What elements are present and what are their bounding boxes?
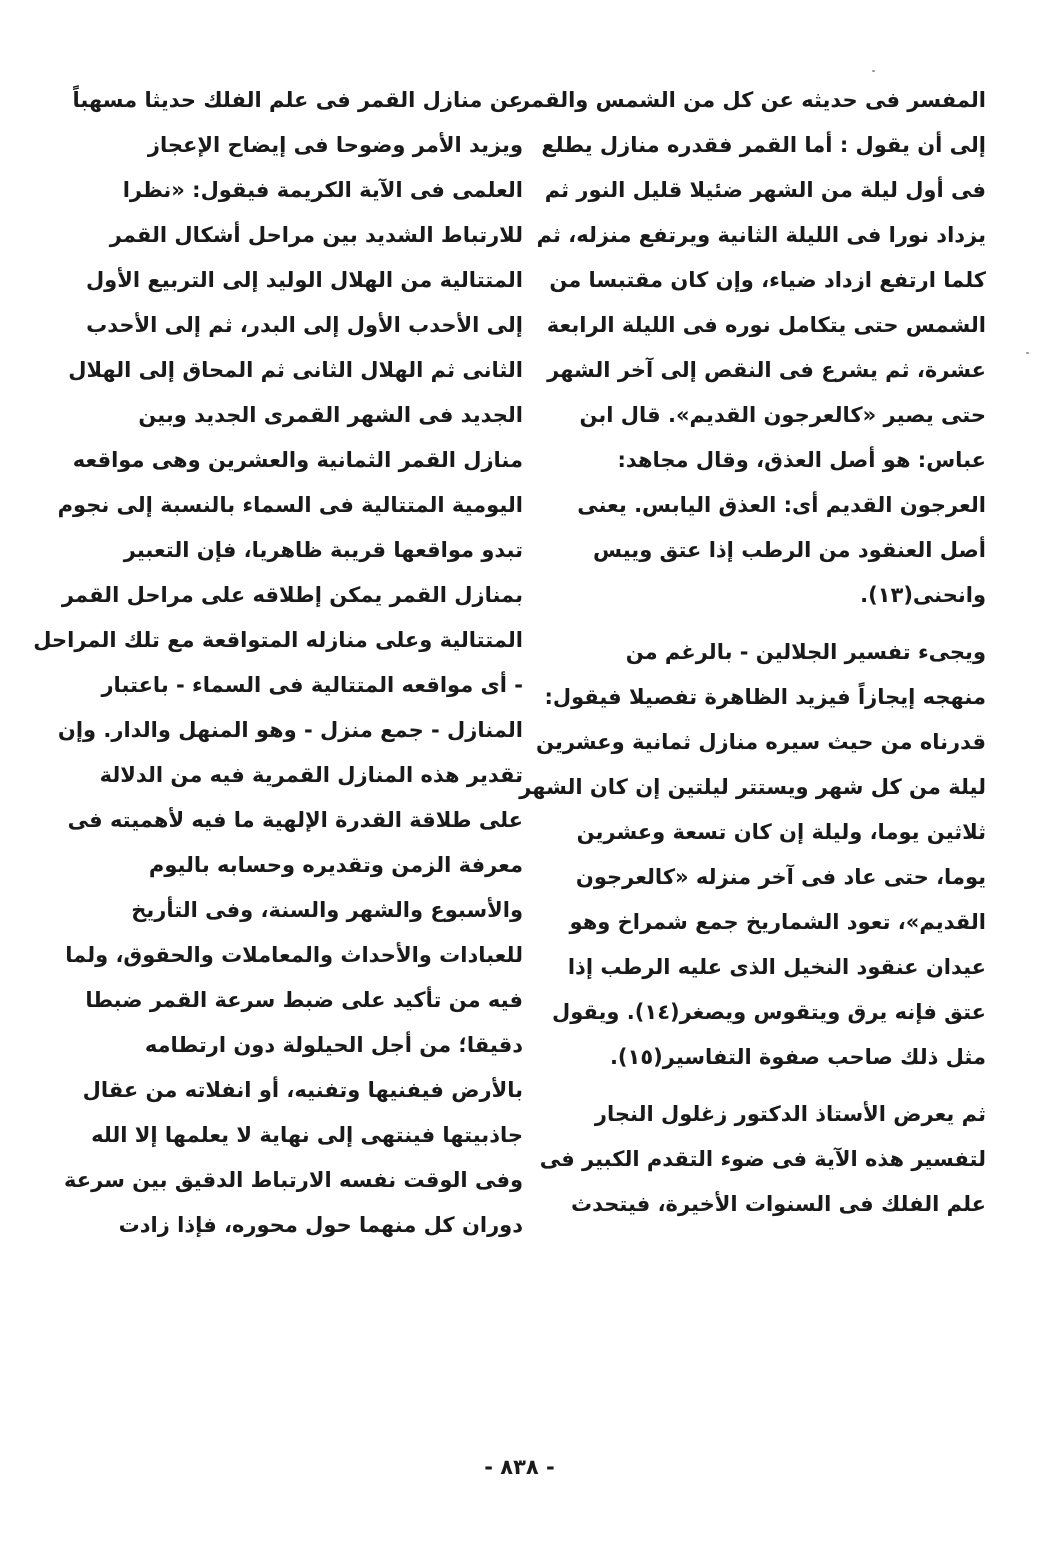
text-line: فيه من تأكيد على ضبط سرعة القمر ضبطا [85, 988, 523, 1012]
paragraph [539, 1092, 986, 1227]
text-line: إلى أن يقول : أما القمر فقدره منازل يطلع [541, 133, 986, 157]
text-line: قدرناه من حيث سيره منازل ثمانية وعشرين [536, 730, 986, 754]
text-line: جاذبيتها فينتهى إلى نهاية لا يعلمها إلا الله [91, 1123, 523, 1147]
paragraph-gap [568, 618, 986, 630]
page-number: - ٨٣٨ - [484, 1455, 555, 1479]
text-line: الشمس حتى يتكامل نوره فى الليلة الرابعة [546, 313, 986, 337]
paragraph [519, 630, 986, 1080]
text-line: والأسبوع والشهر والسنة، وفى التأريخ [131, 898, 523, 922]
text-line: المتتالية وعلى منازله المتواقعة مع تلك المراحل [33, 628, 523, 652]
text-line: على طلاقة القدرة الإلهية ما فيه لأهميته فى [67, 808, 523, 832]
paragraph-gap [568, 1080, 986, 1092]
text-line: دوران كل منهما حول محوره، فإذا زادت [118, 1213, 523, 1237]
text-line: ثم يعرض الأستاذ الدكتور زغلول النجار [594, 1102, 986, 1126]
text-line: اليومية المتتالية فى السماء بالنسبة إلى نجوم [57, 493, 523, 517]
text-line: مثل ذلك صاحب صفوة التفاسير(١٥). [609, 1045, 986, 1069]
text-line: للارتباط الشديد بين مراحل أشكال القمر [109, 223, 523, 247]
text-line: منازل القمر الثمانية والعشرين وهى مواقعه [72, 448, 523, 472]
text-line: المفسر فى حديثه عن كل من الشمس والقمر [517, 88, 986, 112]
paragraph [33, 78, 523, 1248]
scan-speck [872, 70, 875, 72]
text-line: وانحنى(١٣). [860, 583, 986, 607]
text-line: الثانى ثم الهلال الثانى ثم المحاق إلى الهلال [68, 358, 523, 382]
text-line: حتى يصير «كالعرجون القديم». قال ابن [579, 403, 986, 427]
text-line: تبدو مواقعها قريبة ظاهريا، فإن التعبير [123, 538, 523, 562]
right-column [517, 78, 986, 1227]
text-line: بمنازل القمر يمكن إطلاقه على مراحل القمر [61, 583, 523, 607]
text-line: المنازل - جمع منزل - وهو المنهل والدار. وإن [57, 718, 523, 742]
text-line: عن منازل القمر فى علم الفلك حديثا مسهباً [72, 88, 523, 112]
text-line: يوما، حتى عاد فى آخر منزله «كالعرجون [575, 865, 986, 889]
text-line: إلى الأحدب الأول إلى البدر، ثم إلى الأحدب [86, 313, 523, 337]
paragraph [517, 78, 986, 618]
text-line: عباس: هو أصل العذق، وقال مجاهد: [617, 448, 986, 472]
text-line: المتتالية من الهلال الوليد إلى التربيع الأول [85, 268, 523, 292]
text-line: - أى مواقعه المتتالية فى السماء - باعتبار [101, 673, 523, 697]
text-line: أصل العنقود من الرطب إذا عتق وييس [593, 538, 986, 562]
text-line: دقيقا؛ من أجل الحيلولة دون ارتطامه [144, 1033, 523, 1057]
text-line: ليلة من كل شهر ويستتر ليلتين إن كان الشهر [519, 775, 986, 799]
text-line: ثلاثين يوما، وليلة إن كان تسعة وعشرين [576, 820, 986, 844]
text-line: العلمى فى الآية الكريمة فيقول: «نظرا [122, 178, 523, 202]
text-line: علم الفلك فى السنوات الأخيرة، فيتحدث [571, 1192, 986, 1216]
text-line: ويجىء تفسير الجلالين - بالرغم من [625, 640, 986, 664]
text-line: بالأرض فيفنيها وتفنيه، أو انفلاته من عقال [82, 1078, 523, 1102]
scan-speck [1026, 352, 1029, 354]
text-line: ويزيد الأمر وضوحا فى إيضاح الإعجاز [147, 133, 523, 157]
text-line: منهجه إيجازاً فيزيد الظاهرة تفصيلا فيقول: [544, 685, 986, 709]
text-line: العرجون القديم أى: العذق اليابس. يعنى [577, 493, 986, 517]
text-line: وفى الوقت نفسه الارتباط الدقيق بين سرعة [64, 1168, 523, 1192]
text-line: لتفسير هذه الآية فى ضوء التقدم الكبير فى [539, 1147, 986, 1171]
text-line: للعبادات والأحداث والمعاملات والحقوق، ولما [65, 943, 523, 967]
text-line: كلما ارتفع ازداد ضياء، وإن كان مقتبسا من [549, 268, 986, 292]
text-line: القديم»، تعود الشماريخ جمع شمراخ وهو [569, 910, 986, 934]
text-line: يزداد نورا فى الليلة الثانية ويرتفع منزله، ثم [536, 223, 986, 247]
text-line: عيدان عنقود النخيل الذى عليه الرطب إذا [567, 955, 986, 979]
text-line: عتق فإنه يرق ويتقوس ويصغر(١٤). ويقول [552, 1000, 986, 1024]
text-line: معرفة الزمن وتقديره وحسابه باليوم [148, 853, 523, 877]
left-column [33, 78, 523, 1248]
text-line: تقدير هذه المنازل القمرية فيه من الدلالة [99, 763, 523, 787]
text-line: فى أول ليلة من الشهر ضئيلا قليل النور ثم [544, 178, 986, 202]
text-line: عشرة، ثم يشرع فى النقص إلى آخر الشهر [547, 358, 986, 382]
text-line: الجديد فى الشهر القمرى الجديد وبين [138, 403, 523, 427]
